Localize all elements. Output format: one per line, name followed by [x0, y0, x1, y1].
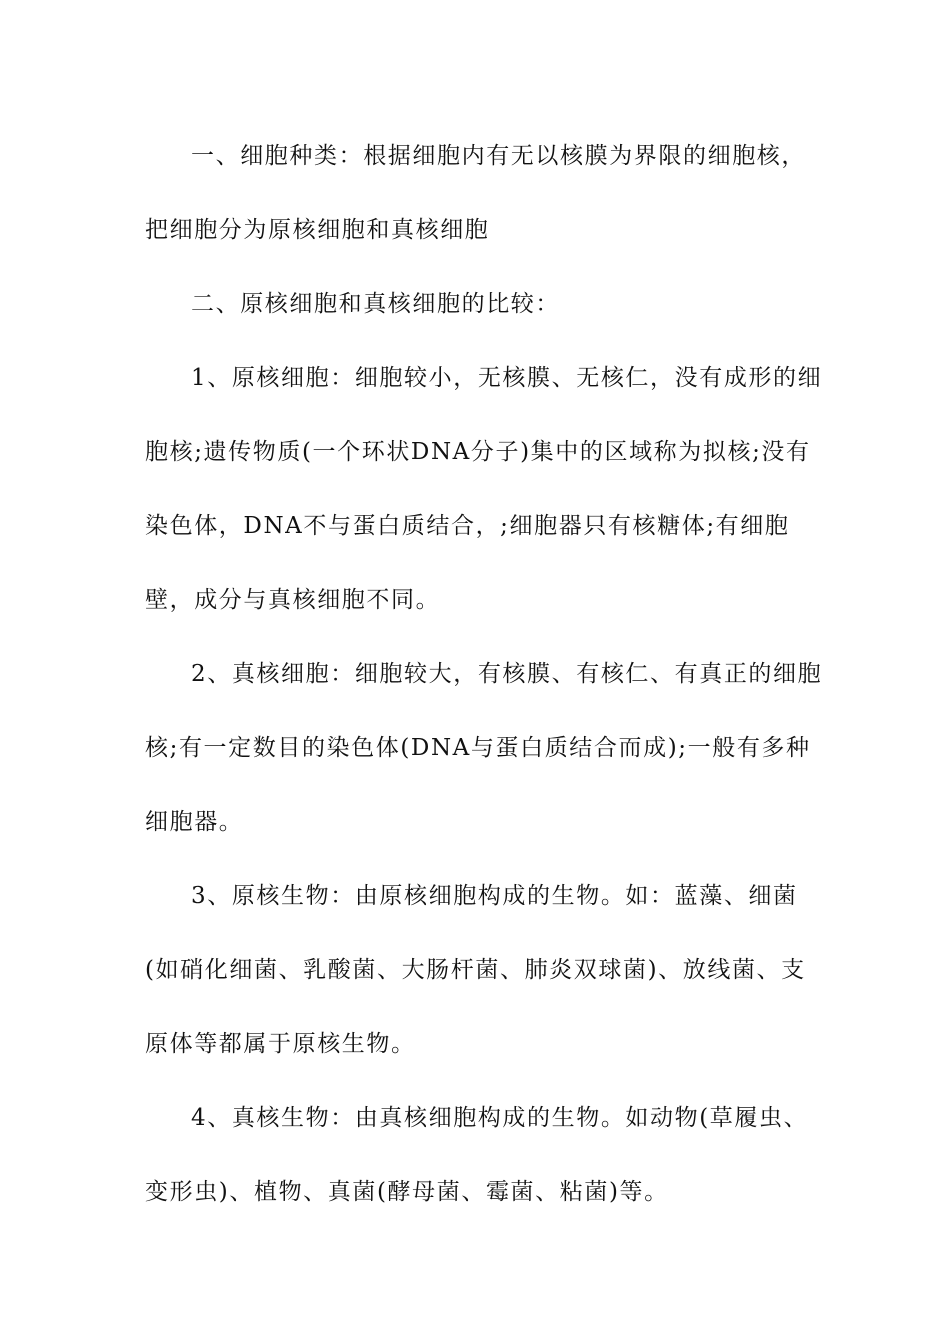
document-body — [145, 119, 825, 1229]
paragraph-eukaryotic-cell: 2、真核细胞：细胞较大，有核膜、有核仁、有真正的细胞核;有一定数目的染色体(DNA与蛋白质结合而成);一般有多种细胞器。 — [145, 661, 823, 835]
paragraph-cell-types: 一、细胞种类：根据细胞内有无以核膜为界限的细胞核，把细胞分为原核细胞和真核细胞 — [145, 143, 806, 243]
paragraph-prokaryotic-cell: 1、原核细胞：细胞较小，无核膜、无核仁，没有成形的细胞核;遗传物质(一个环状DNA分子)集中的区域称为拟核;没有染色体，DNA不与蛋白质结合，;细胞器只有核糖体;有细胞壁，成分与真核细胞不同。 — [145, 365, 823, 613]
paragraph-eukaryotes: 4、真核生物：由真核细胞构成的生物。如动物(草履虫、变形虫)、植物、真菌(酵母菌、霉菌、粘菌)等。 — [145, 1105, 809, 1205]
paragraph-prokaryotes: 3、原核生物：由原核细胞构成的生物。如：蓝藻、细菌(如硝化细菌、乳酸菌、大肠杆菌、肺炎双球菌)、放线菌、支原体等都属于原核生物。 — [145, 883, 806, 1057]
paragraph-comparison-heading: 二、原核细胞和真核细胞的比较： — [191, 291, 560, 317]
